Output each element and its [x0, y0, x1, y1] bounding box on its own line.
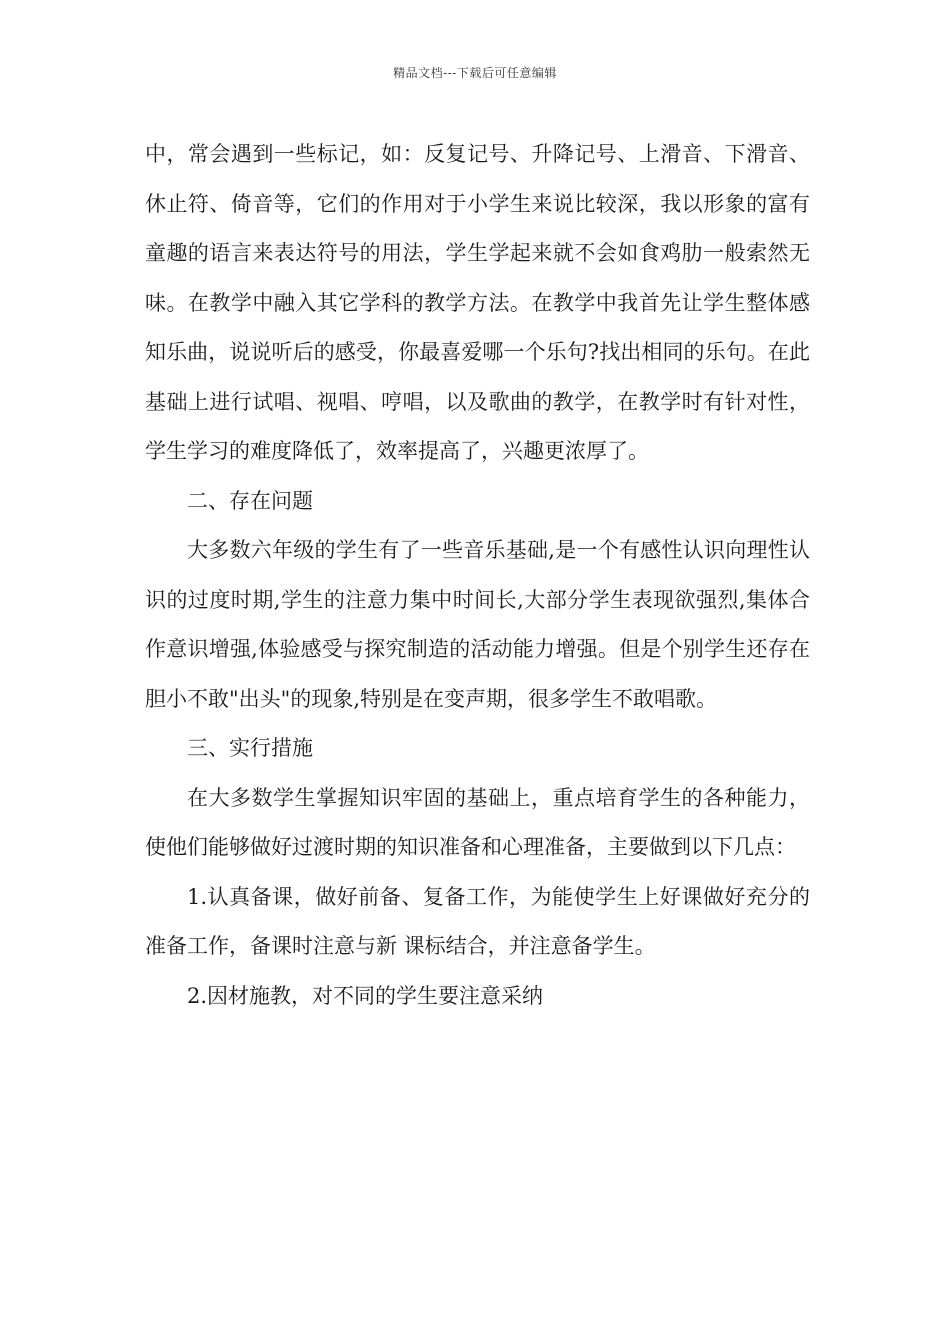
list-item-1: 1.认真备课，做好前备、复备工作，为能使学生上好课做好充分的准备工作，备课时注意与新 课标结合，并注意备学生。: [145, 884, 810, 958]
paragraph-problems: 大多数六年级的学生有了一些音乐基础,是一个有感性认识向理性认识的过度时期,学生的注意力集中时间长,大部分学生表现欲强烈,集体合作意识增强,体验感受与探究制造的活动能力增强。但是个别学生还存在胆小不敢"出头"的现象,特别是在变声期，很多学生不敢唱歌。: [145, 538, 810, 711]
paragraph-continuation: 中，常会遇到一些标记，如：反复记号、升降记号、上滑音、下滑音、休止符、倚音等，它们的作用对于小学生来说比较深，我以形象的富有童趣的语言来表达符号的用法，学生学起来就不会如食鸡肋一般索然无味。在教学中融入其它学科的教学方法。在教学中我首先让学生整体感知乐曲，说说听后的感受，你最喜爱哪一个乐句?找出相同的乐句。在此基础上进行试唱、视唱、哼唱，以及歌曲的教学，在教学时有针对性，学生学习的难度降低了，效率提高了，兴趣更浓厚了。: [145, 142, 810, 463]
page-header: 精品文档---下载后可任意编辑: [393, 66, 557, 80]
section-heading-measures: 三、实行措施: [187, 736, 313, 760]
section-heading-problems: 二、存在问题: [187, 488, 313, 513]
document-body: [145, 130, 810, 1021]
paragraph-measures-intro: 在大多数学生掌握知识牢固的基础上，重点培育学生的各种能力，使他们能够做好过渡时期的知识准备和心理准备，主要做到以下几点：: [145, 785, 810, 859]
list-item-2: 2.因材施教，对不同的学生要注意采纳: [187, 983, 544, 1008]
